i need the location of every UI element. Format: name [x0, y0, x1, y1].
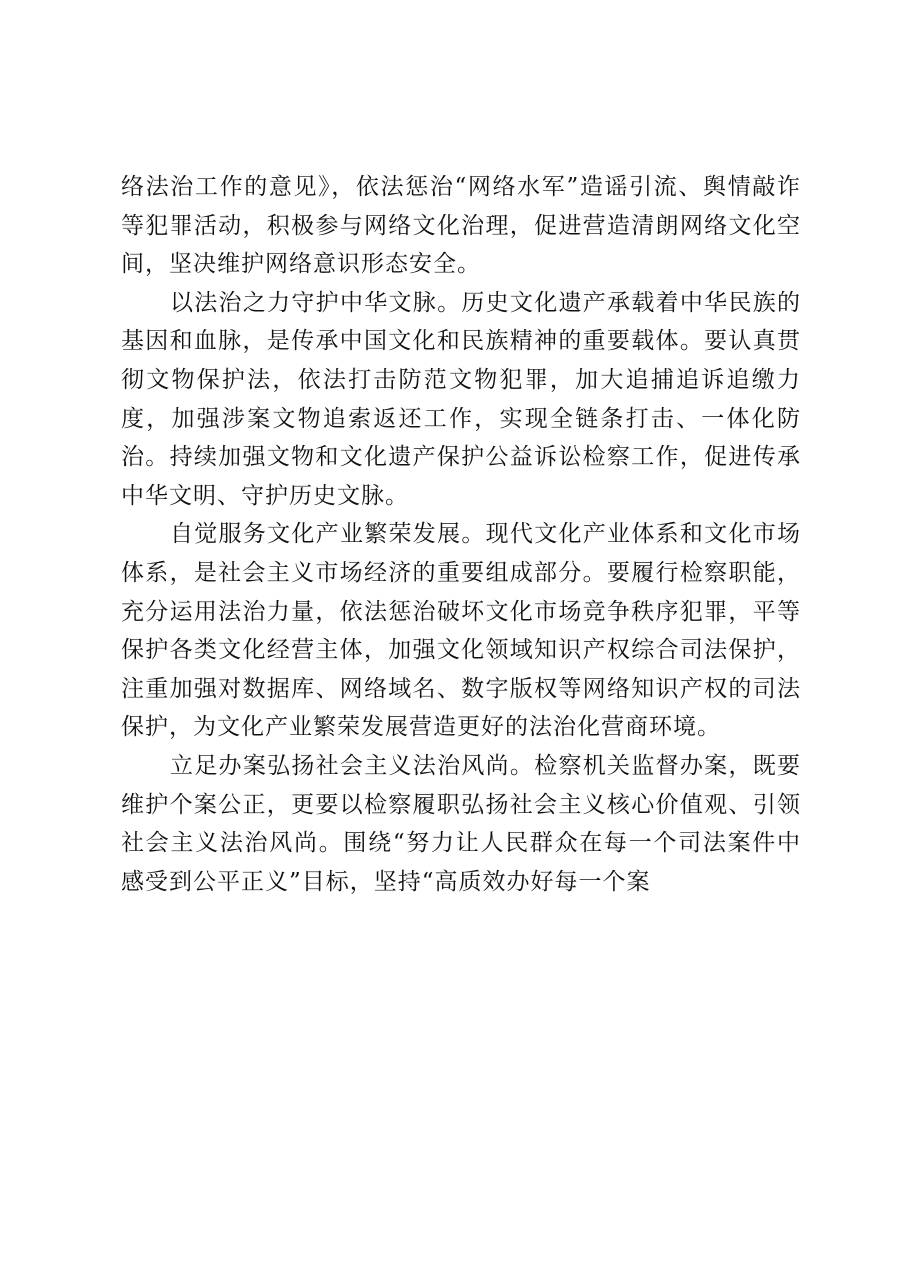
paragraph-network-governance: 络法治工作的意见》，依法惩治“网络水军”造谣引流、舆情敲诈等犯罪活动，积极参与网络文化治理，促进营造清朗网络文化空间，坚决维护网络意识形态安全。: [121, 174, 801, 278]
paragraph-cultural-industry: 自觉服务文化产业繁荣发展。现代文化产业体系和文化市场体系，是社会主义市场经济的重要组成部分。要履行检察职能，充分运用法治力量，依法惩治破坏文化市场竞争秩序犯罪，平等保护各类文化经营主体，加强文化领域知识产权综合司法保护，注重加强对数据库、网络域名、数字版权等网络知识产权的司法保护，为文化产业繁荣发展营造更好的法治化营商环境。: [121, 521, 801, 741]
document-page: [121, 168, 801, 901]
paragraph-rule-of-law-ethos: 立足办案弘扬社会主义法治风尚。检察机关监督办案，既要维护个案公正，更要以检察履职弘扬社会主义核心价值观、引领社会主义法治风尚。围绕“努力让人民群众在每一个司法案件中感受到公平正义”目标，坚持“高质效办好每一个案: [121, 752, 801, 895]
paragraph-cultural-heritage: 以法治之力守护中华文脉。历史文化遗产承载着中华民族的基因和血脉，是传承中国文化和民族精神的重要载体。要认真贯彻文物保护法，依法打击防范文物犯罪，加大追捕追诉追缴力度，加强涉案文物追索返还工作，实现全链条打击、一体化防治。持续加强文物和文化遗产保护公益诉讼检察工作，促进传承中华文明、守护历史文脉。: [121, 289, 801, 509]
